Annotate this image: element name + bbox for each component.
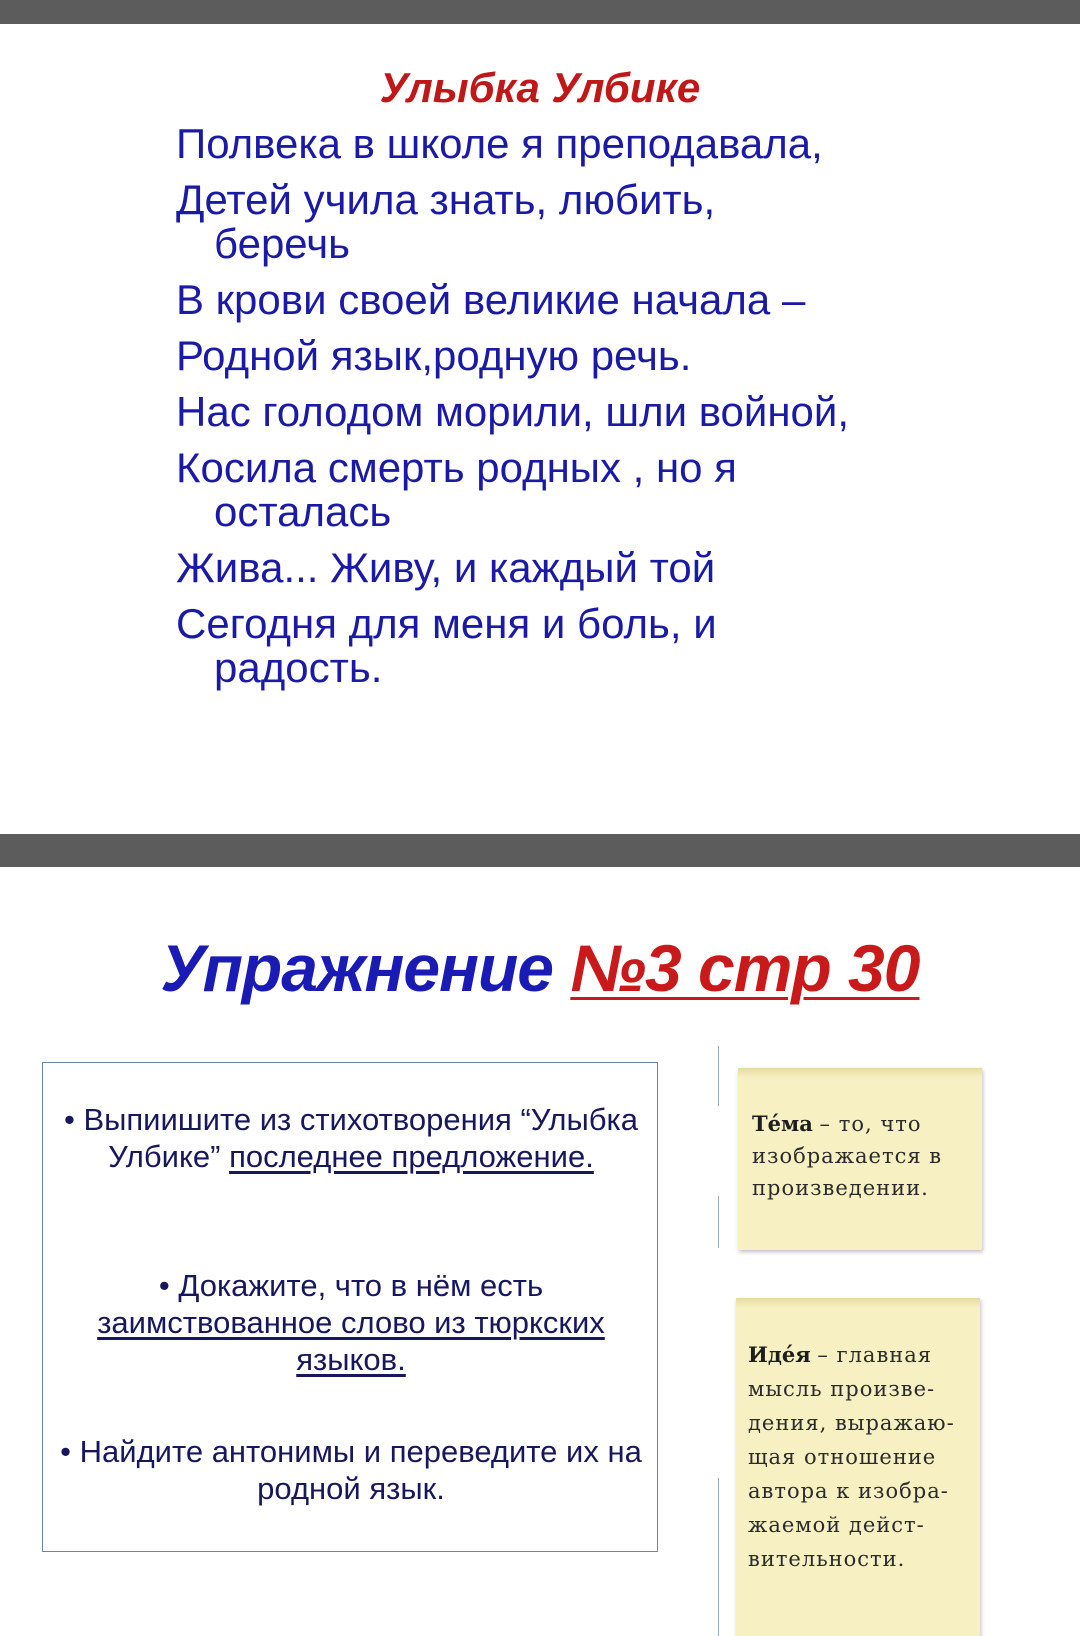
definition-text: – главная мысль произведения, выражающая отношение автора к изображаемой действительности. bbox=[748, 1343, 954, 1571]
poem-line-continuation: радость. bbox=[214, 644, 383, 691]
poem-line-text: Родной язык,родную речь. bbox=[176, 332, 692, 379]
definition-term: Те́ма bbox=[752, 1111, 813, 1136]
poem-line-text: В крови своей великие начала – bbox=[176, 276, 806, 323]
definition-text: – то, что изображается в произведении. bbox=[752, 1112, 943, 1200]
task-text: Докажите, что в нём есть bbox=[178, 1268, 544, 1303]
divider-line bbox=[718, 1046, 719, 1106]
poem-line-continuation: осталась bbox=[214, 488, 392, 535]
slide-divider-bar bbox=[0, 834, 1080, 867]
poem-line-continuation: беречь bbox=[214, 220, 351, 267]
poem-line bbox=[176, 122, 1056, 166]
poem-line bbox=[176, 278, 1056, 322]
task-underlined-text: последнее предложение. bbox=[229, 1139, 594, 1174]
poem-line bbox=[176, 390, 1056, 434]
task-underlined-text: заимствованное слово из тюркских языков. bbox=[97, 1305, 605, 1377]
exercise-page-reference: №3 стр 30 bbox=[570, 931, 920, 1005]
task-item: • Найдите антонимы и переведите их на родной язык. bbox=[60, 1434, 642, 1506]
top-divider-bar bbox=[0, 0, 1080, 24]
definition-card-idea bbox=[736, 1298, 980, 1636]
poem-line-text: Жива... Живу, и каждый той bbox=[176, 544, 716, 591]
poem-line bbox=[176, 602, 1056, 690]
poem-line-text: Детей учила знать, любить, bbox=[176, 176, 716, 223]
poem-text bbox=[176, 122, 1056, 702]
task-text: Найдите антонимы и переведите их на родной язык. bbox=[79, 1434, 642, 1506]
poem-line bbox=[176, 446, 1056, 534]
poem-line-text: Сегодня для меня и боль, и bbox=[176, 600, 717, 647]
exercise-title-word: Упражнение bbox=[160, 931, 553, 1005]
poem-line bbox=[176, 178, 1056, 266]
task-text: Выпиишите из стихотворения “Улыбка Улбике” bbox=[83, 1102, 639, 1174]
exercise-title bbox=[0, 930, 1080, 1006]
task-item: • Докажите, что в нём есть заимствованное слово из тюркских языков. bbox=[97, 1268, 605, 1377]
poem-line-text: Нас голодом морили, шли войной, bbox=[176, 388, 850, 435]
poem-line-text: Косила смерть родных , но я bbox=[176, 444, 737, 491]
divider-line bbox=[718, 1196, 719, 1248]
definition-card-theme bbox=[738, 1068, 982, 1250]
poem-line bbox=[176, 546, 1056, 590]
divider-line bbox=[718, 1478, 719, 1636]
definition-term: Иде́я bbox=[748, 1342, 811, 1367]
tasks-box bbox=[42, 1062, 658, 1552]
poem-line bbox=[176, 334, 1056, 378]
poem-line-text: Полвека в школе я преподавала, bbox=[176, 120, 823, 167]
task-item: • Выпиишите из стихотворения “Улыбка Улбике” последнее предложение. bbox=[63, 1102, 639, 1174]
poem-title: Улыбка Улбике bbox=[379, 64, 701, 111]
